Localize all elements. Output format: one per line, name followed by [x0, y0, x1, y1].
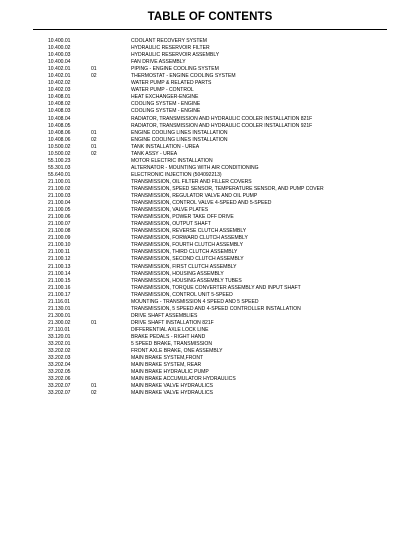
toc-entry-suffix: [91, 278, 131, 285]
toc-entry-suffix: 02: [91, 390, 97, 397]
toc-entry-code: 10.408.02: [48, 101, 71, 108]
toc-entry-code: 10.400.02: [48, 45, 71, 52]
toc-entry-suffix: [91, 285, 131, 292]
toc-entry-description: TRANSMISSION, FIRST CLUTCH ASSEMBLY: [131, 263, 237, 270]
toc-entry-code: 21.100.01: [48, 178, 71, 185]
toc-entry[interactable]: [48, 362, 388, 369]
toc-entry-description: TRANSMISSION, HOUSING ASSEMBLY TUBES: [131, 277, 242, 284]
toc-entry-description: WATER PUMP - CONTROL: [131, 87, 194, 94]
toc-entry-suffix: [91, 45, 131, 52]
toc-entry-description: TRANSMISSION, FOURTH CLUTCH ASSEMBLY: [131, 242, 243, 249]
toc-entry-code: 33.202.07: [48, 383, 71, 390]
toc-entry-code: 55.301.03: [48, 164, 71, 171]
toc-entry[interactable]: [48, 165, 388, 172]
toc-entry[interactable]: [48, 66, 388, 73]
toc-entry-suffix: [91, 123, 131, 130]
toc-entry-description: 5 SPEED BRAKE, TRANSMISSION: [131, 341, 212, 348]
toc-entry-code: 21.100.11: [48, 249, 71, 256]
toc-entry-suffix: 02: [91, 73, 97, 80]
toc-entry[interactable]: [48, 94, 388, 101]
toc-entry[interactable]: [48, 249, 388, 256]
toc-entry[interactable]: [48, 278, 388, 285]
toc-entry-code: 21.100.15: [48, 277, 71, 284]
toc-entry-code: 10.400.04: [48, 59, 71, 66]
toc-entry-suffix: 01: [91, 143, 97, 150]
toc-entry[interactable]: [48, 221, 388, 228]
toc-entry-code: 21.100.08: [48, 228, 71, 235]
toc-entry[interactable]: [48, 341, 388, 348]
toc-entry-code: 21.100.07: [48, 221, 71, 228]
toc-entry-code: 55.100.23: [48, 157, 71, 164]
toc-entry-description: TRANSMISSION, FORWARD CLUTCH ASSEMBLY: [131, 235, 248, 242]
toc-entry[interactable]: [48, 383, 388, 390]
toc-entry-description: MAIN BRAKE VALVE HYDRAULICS: [131, 383, 213, 390]
toc-entry-suffix: [91, 299, 131, 306]
toc-entry-suffix: 01: [91, 383, 97, 390]
toc-entry-suffix: [91, 94, 131, 101]
toc-entry-description: COOLING SYSTEM - ENGINE: [131, 108, 201, 115]
toc-entry-description: THERMOSTAT - ENGINE COOLING SYSTEM: [131, 73, 236, 80]
toc-entry[interactable]: [48, 172, 388, 179]
toc-entry-description: ALTERNATOR - MOUNTING WITH AIR CONDITIONING: [131, 164, 259, 171]
toc-entry-suffix: [91, 271, 131, 278]
toc-entry-code: 10.500.02: [48, 143, 71, 150]
toc-entry-suffix: [91, 221, 131, 228]
toc-entry[interactable]: [48, 59, 388, 66]
toc-entry-code: 10.500.02: [48, 150, 71, 157]
toc-entry-code: 10.408.06: [48, 136, 71, 143]
toc-entry-suffix: [91, 108, 131, 115]
toc-entry-suffix: [91, 362, 131, 369]
toc-entry-description: TRANSMISSION, REVERSE CLUTCH ASSEMBLY: [131, 228, 247, 235]
toc-entry-suffix: [91, 59, 131, 66]
toc-entry[interactable]: [48, 45, 388, 52]
toc-entry[interactable]: [48, 200, 388, 207]
toc-entry-code: 21.100.06: [48, 214, 71, 221]
toc-entry-code: 10.408.03: [48, 108, 71, 115]
toc-entry[interactable]: [48, 369, 388, 376]
toc-entry-description: MOTOR ELECTRIC INSTALLATION: [131, 157, 213, 164]
toc-entry[interactable]: [48, 108, 388, 115]
toc-entry[interactable]: [48, 144, 388, 151]
toc-entry-description: WATER PUMP & RELATED PARTS: [131, 80, 212, 87]
toc-entry-description: MAIN BRAKE SYSTEM,FRONT: [131, 355, 204, 362]
toc-entry-code: 10.402.01: [48, 73, 71, 80]
toc-entry-suffix: [91, 228, 131, 235]
toc-entry[interactable]: [48, 285, 388, 292]
toc-entry-code: 21.100.14: [48, 270, 71, 277]
toc-entry-description: TRANSMISSION, CONTROL UNIT 5-SPEED: [131, 291, 233, 298]
toc-entry-description: HYDRAULIC RESERVOIR ASSEMBLY: [131, 52, 220, 59]
toc-entry-suffix: [91, 80, 131, 87]
toc-entry[interactable]: [48, 101, 388, 108]
toc-entry[interactable]: [48, 292, 388, 299]
toc-entry-code: 21.100.16: [48, 284, 71, 291]
toc-entry-code: 33.202.05: [48, 369, 71, 376]
toc-entry-description: TRANSMISSION, SECOND CLUTCH ASSEMBLY: [131, 256, 244, 263]
toc-entry-description: FAN DRIVE ASSEMBLY: [131, 59, 186, 66]
toc-entry-code: 55.640.01: [48, 171, 71, 178]
toc-entry-code: 10.408.05: [48, 122, 71, 129]
toc-entry[interactable]: [48, 327, 388, 334]
toc-entry[interactable]: [48, 355, 388, 362]
toc-entry-suffix: 01: [91, 129, 97, 136]
toc-entry-description: RADIATOR, TRANSMISSION AND HYDRAULIC COOLER INSTALLATION 821F: [131, 115, 313, 122]
toc-entry[interactable]: [48, 52, 388, 59]
toc-entry[interactable]: [48, 38, 388, 45]
toc-entry-description: TANK INSTALLATION - UREA: [131, 143, 200, 150]
table-of-contents-list: [48, 38, 388, 397]
toc-entry-code: 21.300.02: [48, 319, 71, 326]
toc-entry-suffix: [91, 179, 131, 186]
toc-entry-suffix: [91, 292, 131, 299]
toc-entry-suffix: [91, 341, 131, 348]
toc-entry-description: TRANSMISSION, OUTPUT SHAFT: [131, 221, 211, 228]
toc-entry-suffix: [91, 38, 131, 45]
toc-entry-code: 21.100.05: [48, 207, 71, 214]
toc-entry-description: MOUNTING - TRANSMISSION 4 SPEED AND 5 SPEED: [131, 298, 259, 305]
toc-entry[interactable]: [48, 271, 388, 278]
toc-entry[interactable]: [48, 256, 388, 263]
toc-entry-code: 21.100.10: [48, 242, 71, 249]
toc-entry-description: COOLANT RECOVERY SYSTEM: [131, 38, 208, 44]
toc-entry-suffix: [91, 306, 131, 313]
toc-entry[interactable]: [48, 193, 388, 200]
toc-entry-suffix: [91, 87, 131, 94]
toc-entry-description: FRONT AXLE BRAKE, ONE ASSEMBLY: [131, 348, 223, 355]
toc-entry-code: 33.202.06: [48, 376, 71, 383]
toc-entry[interactable]: [48, 348, 388, 355]
toc-entry[interactable]: [48, 306, 388, 313]
toc-entry-description: TRANSMISSION, 5 SPEED AND 4-SPEED CONTROLLER INSTALLATION: [131, 305, 301, 312]
toc-entry-description: HEAT EXCHANGER-ENGINE: [131, 94, 199, 101]
toc-entry-description: HYDRAULIC RESERVOIR FILTER: [131, 45, 210, 52]
toc-entry-description: MAIN BRAKE SYSTEM, REAR: [131, 362, 202, 369]
toc-entry-description: TRANSMISSION, SPEED SENSOR, TEMPERATURE SENSOR, AND PUMP COVER: [131, 185, 324, 192]
toc-entry[interactable]: [48, 130, 388, 137]
toc-entry-description: RADIATOR, TRANSMISSION AND HYDRAULIC COOLER INSTALLATION 921F: [131, 122, 313, 129]
toc-entry-code: 21.100.13: [48, 263, 71, 270]
toc-entry-suffix: [91, 158, 131, 165]
toc-entry-code: 21.100.09: [48, 235, 71, 242]
toc-entry-description: TRANSMISSION, CONTROL VALVE 4-SPEED AND 5-SPEED: [131, 200, 272, 207]
toc-entry-description: TANK ASSY - UREA: [131, 150, 178, 157]
toc-entry[interactable]: [48, 158, 388, 165]
toc-entry-suffix: [91, 264, 131, 271]
toc-entry-suffix: [91, 355, 131, 362]
toc-entry-code: 33.202.02: [48, 348, 71, 355]
toc-entry-description: PIPING - ENGINE COOLING SYSTEM: [131, 66, 219, 73]
toc-entry-suffix: 01: [91, 66, 97, 73]
toc-entry-description: DIFFERENTIAL AXLE LOCK LINE: [131, 326, 209, 333]
toc-entry-code: 33.202.01: [48, 341, 71, 348]
toc-entry-description: DRIVE SHAFT INSTALLATION 821F: [131, 319, 214, 326]
toc-entry-suffix: 02: [91, 136, 97, 143]
toc-entry-suffix: [91, 200, 131, 207]
toc-entry-code: 21.300.01: [48, 312, 71, 319]
toc-entry-suffix: [91, 348, 131, 355]
toc-entry-suffix: [91, 327, 131, 334]
toc-entry-description: TRANSMISSION, OIL FILTER AND FILLER COVERS: [131, 178, 252, 185]
toc-entry[interactable]: [48, 390, 388, 397]
toc-entry-suffix: 02: [91, 150, 97, 157]
toc-entry-suffix: [91, 256, 131, 263]
toc-entry-suffix: [91, 334, 131, 341]
toc-entry-suffix: [91, 52, 131, 59]
toc-entry[interactable]: [48, 179, 388, 186]
toc-entry-description: MAIN BRAKE ACCUMULATOR HYDRAULICS: [131, 376, 236, 383]
toc-entry-description: TRANSMISSION, REGULATOR VALVE AND OIL PUMP: [131, 193, 258, 200]
toc-entry-suffix: 01: [91, 319, 97, 326]
toc-entry[interactable]: [48, 299, 388, 306]
toc-entry[interactable]: [48, 80, 388, 87]
toc-entry[interactable]: [48, 228, 388, 235]
toc-entry-description: ENGINE COOLING LINES INSTALLATION: [131, 136, 228, 143]
toc-entry-code: 21.100.02: [48, 185, 71, 192]
toc-entry-suffix: [91, 193, 131, 200]
toc-entry[interactable]: [48, 264, 388, 271]
toc-entry-code: 10.408.04: [48, 115, 71, 122]
toc-entry-suffix: [91, 249, 131, 256]
title-divider: [33, 29, 387, 30]
toc-entry-code: 21.130.01: [48, 305, 71, 312]
toc-entry-suffix: [91, 313, 131, 320]
toc-entry-description: DRIVE SHAFT ASSEMBLIES: [131, 312, 198, 319]
toc-entry[interactable]: [48, 214, 388, 221]
toc-entry-code: 10.402.01: [48, 66, 71, 73]
toc-entry-description: TRANSMISSION, HOUSING ASSEMBLY: [131, 270, 224, 277]
toc-entry[interactable]: [48, 151, 388, 158]
toc-entry[interactable]: [48, 186, 388, 193]
toc-entry-code: 21.100.17: [48, 291, 71, 298]
toc-entry-code: 10.400.01: [48, 38, 71, 44]
toc-entry-code: 33.202.04: [48, 362, 71, 369]
toc-entry[interactable]: [48, 207, 388, 214]
toc-entry-description: COOLING SYSTEM - ENGINE: [131, 101, 201, 108]
toc-entry-suffix: [91, 186, 131, 193]
toc-entry-description: ELECTRONIC INJECTION (504092213): [131, 171, 222, 178]
toc-entry[interactable]: [48, 137, 388, 144]
toc-entry-code: 33.202.03: [48, 355, 71, 362]
toc-entry[interactable]: [48, 235, 388, 242]
toc-entry-code: 10.408.06: [48, 129, 71, 136]
toc-entry[interactable]: [48, 116, 388, 123]
toc-entry-description: TRANSMISSION, VALVE PLATES: [131, 207, 209, 214]
toc-entry[interactable]: [48, 73, 388, 80]
toc-entry-code: 10.402.02: [48, 80, 71, 87]
toc-entry[interactable]: [48, 320, 388, 327]
toc-entry[interactable]: [48, 376, 388, 383]
toc-entry-code: 21.116.01: [48, 298, 71, 305]
toc-entry-suffix: [91, 101, 131, 108]
toc-entry-description: MAIN BRAKE HYDRAULIC PUMP: [131, 369, 209, 376]
toc-entry-description: TRANSMISSION, THIRD CLUTCH ASSEMBLY: [131, 249, 238, 256]
toc-entry-code: 21.100.12: [48, 256, 71, 263]
toc-entry-description: BRAKE PEDALS - RIGHT HAND: [131, 333, 206, 340]
toc-entry-code: 10.402.03: [48, 87, 71, 94]
toc-entry[interactable]: [48, 242, 388, 249]
toc-entry-code: 21.100.03: [48, 193, 71, 200]
toc-entry-code: 10.408.01: [48, 94, 71, 101]
toc-entry-description: TRANSMISSION, TORQUE CONVERTER ASSEMBLY AND INPUT SHAFT: [131, 284, 301, 291]
toc-entry-code: 33.202.07: [48, 390, 71, 397]
toc-entry-code: 33.120.01: [48, 333, 71, 340]
toc-entry-suffix: [91, 235, 131, 242]
toc-entry-code: 21.100.04: [48, 200, 71, 207]
toc-entry-description: ENGINE COOLING LINES INSTALLATION: [131, 129, 228, 136]
toc-entry-code: 10.400.03: [48, 52, 71, 59]
page-title: TABLE OF CONTENTS: [147, 11, 273, 23]
toc-entry-suffix: [91, 369, 131, 376]
toc-entry-suffix: [91, 207, 131, 214]
toc-entry-suffix: [91, 116, 131, 123]
toc-entry-suffix: [91, 214, 131, 221]
toc-entry-suffix: [91, 242, 131, 249]
toc-entry-suffix: [91, 165, 131, 172]
toc-entry-suffix: [91, 376, 131, 383]
toc-entry[interactable]: [48, 87, 388, 94]
toc-entry[interactable]: [48, 123, 388, 130]
toc-entry-description: TRANSMISSION, POWER TAKE OFF DRIVE: [131, 214, 234, 221]
toc-entry[interactable]: [48, 313, 388, 320]
toc-entry[interactable]: [48, 334, 388, 341]
toc-entry-description: MAIN BRAKE VALVE HYDRAULICS: [131, 390, 213, 397]
toc-entry-suffix: [91, 172, 131, 179]
toc-entry-code: 27.110.01: [48, 326, 71, 333]
